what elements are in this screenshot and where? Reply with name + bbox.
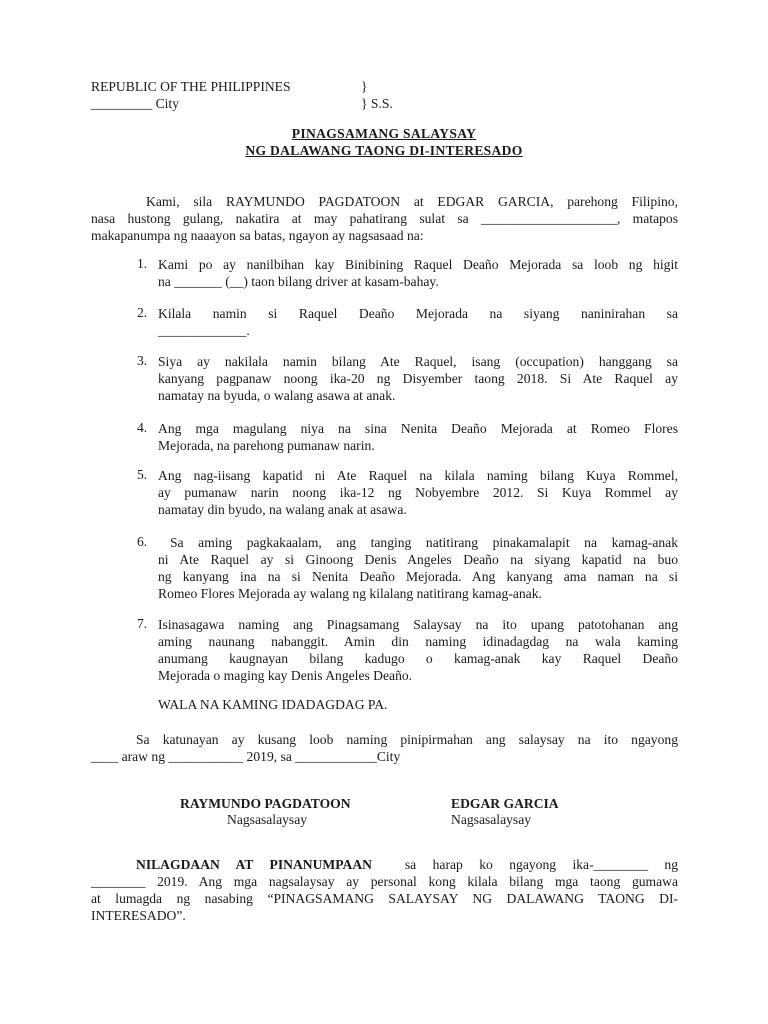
intro-paragraph xyxy=(91,193,678,244)
intro-line: nasa hustong gulang, nakatira at may pahatirang sulat sa ____________________, matapos xyxy=(91,211,678,226)
signatory-role: Nagsasalaysay xyxy=(451,812,532,827)
item-line: namatay na byuda, o walang asawa at anak. xyxy=(158,388,396,403)
item-number: 1. xyxy=(137,256,148,271)
closing-statement: WALA NA KAMING IDADAGDAG PA. xyxy=(158,697,388,712)
attestation-line: ____ araw ng ___________ 2019, sa ____________City xyxy=(91,749,401,764)
brace-top: } xyxy=(361,79,368,94)
item-number: 3. xyxy=(137,353,148,368)
item-number: 7. xyxy=(137,616,148,631)
item-line: ni Ate Raquel ay si Ginoong Denis Angeles Deaño na siyang kapatid na buo xyxy=(158,552,678,567)
venue-ss: } S.S. xyxy=(361,96,393,111)
item-line: Sa aming pagkakaalam, ang tanging natitirang pinakamalapit na kamag-anak xyxy=(170,535,678,550)
item-line: kanyang pagpanaw noong ika-20 ng Disyember taong 2018. Si Ate Raquel ay xyxy=(158,371,678,386)
item-line: Mejorada, na parehong pumanaw narin. xyxy=(158,438,375,453)
item-line: namatay din byudo, na walang anak at asawa. xyxy=(158,502,407,517)
city-line: _________ City xyxy=(91,96,179,111)
item-line: Siya ay nakilala namin bilang Ate Raquel, isang (occupation) hanggang sa xyxy=(158,354,678,369)
intro-line: makapanumpa ng naaayon sa batas, ngayon ay nagsasaad na: xyxy=(91,228,424,243)
item-number: 4. xyxy=(137,420,148,435)
item-line: Romeo Flores Mejorada ay walang ng kilalang natitirang kamag-anak. xyxy=(158,586,542,601)
list-item xyxy=(158,534,678,602)
jurat-rest: sa harap ko ngayong ika-________ ng xyxy=(404,857,679,872)
jurat-paragraph xyxy=(91,856,678,924)
attestation-paragraph xyxy=(91,731,678,765)
list-item xyxy=(158,467,678,518)
signatory-name: RAYMUNDO PAGDATOON xyxy=(180,796,351,811)
item-line: Kami po ay nanilbihan kay Binibining Raquel Deaño Mejorada sa loob ng higit xyxy=(158,257,678,272)
item-line: Isinasagawa naming ang Pinagsamang Salaysay na ito upang patotohanan ang xyxy=(158,617,678,632)
document-title-line1: PINAGSAMANG SALAYSAY xyxy=(291,126,477,141)
document-title-line2: NG DALAWANG TAONG DI-INTERESADO xyxy=(245,143,523,158)
item-line: na _______ (__) taon bilang driver at kasam-bahay. xyxy=(158,274,439,289)
item-number: 6. xyxy=(137,534,148,549)
list-item xyxy=(158,305,678,339)
jurat-bold: NILAGDAAN AT PINANUMPAAN xyxy=(136,857,372,872)
jurat-line: at lumagda ng nasabing “PINAGSAMANG SALAYSAY NG DALAWANG TAONG DI- xyxy=(91,891,678,906)
item-number: 5. xyxy=(137,467,148,482)
list-item xyxy=(158,616,678,684)
jurat-line: INTERESADO”. xyxy=(91,908,186,923)
item-number: 2. xyxy=(137,305,148,320)
item-line: ay pumanaw narin noong ika-12 ng Nobyembre 2012. Si Kuya Rommel ay xyxy=(158,485,678,500)
republic-heading: REPUBLIC OF THE PHILIPPINES xyxy=(91,79,291,94)
list-item xyxy=(158,420,678,454)
attestation-line: Sa katunayan ay kusang loob naming pinipirmahan ang salaysay na ito ngayong xyxy=(136,732,678,747)
item-line: Kilala namin si Raquel Deaño Mejorada na siyang naninirahan sa xyxy=(158,306,678,321)
list-item xyxy=(158,353,678,404)
item-line: aming naunang nabanggit. Amin din naming idinadagdag na wala kaming xyxy=(158,634,678,649)
jurat-line xyxy=(91,856,678,873)
item-line: Mejorada o maging kay Denis Angeles Deaño. xyxy=(158,668,413,683)
item-line: _____________. xyxy=(158,323,250,338)
signatory-name: EDGAR GARCIA xyxy=(451,796,559,811)
item-line: ng kanyang ina na si Nenita Deaño Mejorada. Ang kanyang ama naman na si xyxy=(158,569,678,584)
item-line: anumang kaugnayan bilang kadugo o kamag-anak kay Raquel Deaño xyxy=(158,651,678,666)
list-item xyxy=(158,256,678,290)
intro-line: Kami, sila RAYMUNDO PAGDATOON at EDGAR GARCIA, parehong Filipino, xyxy=(146,194,678,209)
item-line: Ang nag-iisang kapatid ni Ate Raquel na kilala naming bilang Kuya Rommel, xyxy=(158,468,678,483)
item-line: Ang mga magulang niya na sina Nenita Deaño Mejorada at Romeo Flores xyxy=(158,421,678,436)
jurat-line: ________ 2019. Ang mga nagsalaysay ay personal kong kilala bilang mga taong gumawa xyxy=(91,874,678,889)
signatory-role: Nagsasalaysay xyxy=(227,812,308,827)
